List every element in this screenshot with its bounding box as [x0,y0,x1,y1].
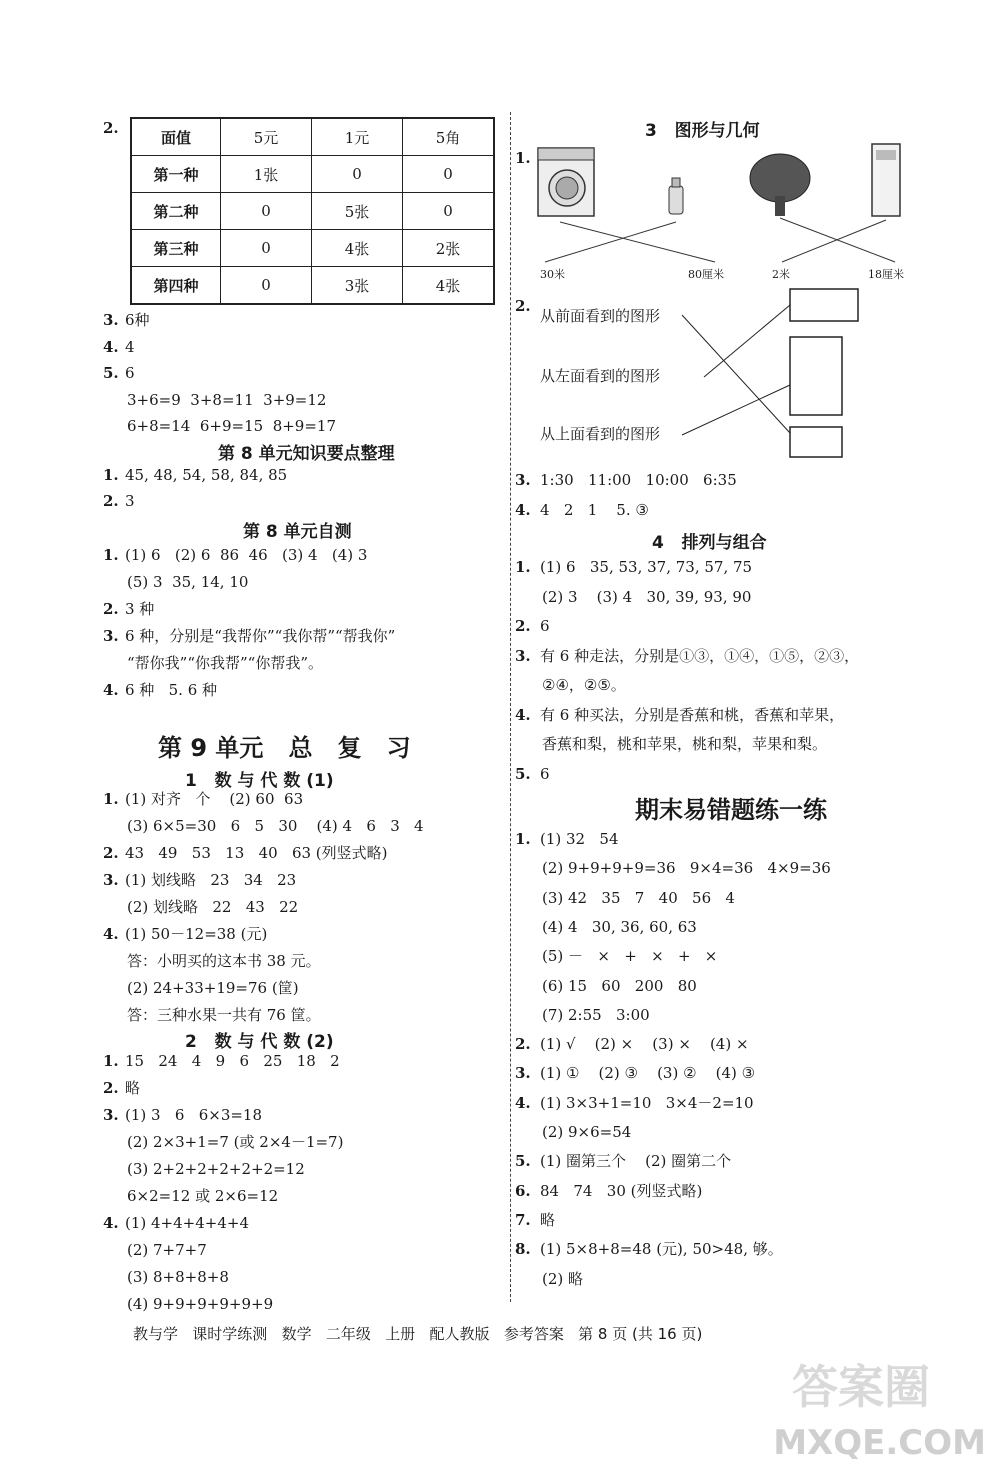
answer-number: 3. [103,871,119,889]
answer-number: 3. [103,1106,119,1124]
answer-text: (2) 9+9+9+9=36 9×4=36 4×9=36 [542,859,831,878]
currency-table [130,117,495,305]
answer-text: (5) － × + × + × [542,947,718,966]
size-label: 2米 [772,268,790,281]
view-left-label: 从左面看到的图形 [540,367,661,385]
table-cell: 面值 [131,118,221,156]
answer-text: “帮你我”“你我帮”“你帮我”。 [127,654,324,672]
table-cell: 0 [312,156,403,193]
answer-text: 3 [125,492,135,510]
match-line [560,222,715,262]
answer-number: 4. [103,337,119,356]
heading-permutation: 4 排列与组合 [652,533,767,553]
size-label: 18厘米 [868,268,904,281]
matching-figure [520,140,920,285]
view-shape [790,427,842,457]
answer-text: 略 [540,1210,556,1229]
table-cell: 0 [221,267,312,305]
watermark-logo: 答案圈 [792,1360,930,1414]
answer-text: 6 [540,764,550,783]
answer-text: 1:30 11:00 10:00 6:35 [540,471,737,489]
answer-number: 4. [103,925,119,943]
r-q1-number: 1. [515,149,531,167]
answer-number: 1. [515,558,531,576]
answer-text: 6 [125,364,135,382]
table-cell: 第一种 [131,156,221,193]
column-divider [510,112,511,1302]
heading-final-practice: 期末易错题练一练 [635,796,827,824]
answer-number: 1. [103,1052,119,1070]
table-row [131,267,494,305]
heading-unit9-part2: 2 数 与 代 数 (2) [185,1032,334,1052]
answer-text: 答：三种水果一共有 76 筐。 [127,1006,321,1024]
answer-number: 4. [103,681,119,699]
answer-number: 2. [515,1035,531,1054]
table-cell: 0 [403,193,495,230]
match-line [682,385,790,435]
answer-number: 4. [515,1093,531,1112]
answer-text: (2) 划线略 22 43 22 [127,898,299,916]
answer-text: (2) 略 [542,1269,584,1288]
answer-number: 4. [103,1214,119,1232]
answer-text: (2) 9×6=54 [542,1123,632,1141]
answer-number: 3. [515,646,531,665]
table-cell: 4张 [403,267,495,305]
answer-number: 1. [515,830,531,848]
answer-text: (3) 2+2+2+2+2+2=12 [127,1160,305,1178]
heading-unit8-summary: 第 8 单元知识要点整理 [218,444,395,464]
views-figure [680,285,860,495]
answer-text: (1) 对齐 个 (2) 60 63 [125,790,304,808]
answer-number: 2. [515,617,531,635]
answer-text: 答：小明买的这本书 38 元。 [127,952,321,970]
answer-text: (2) 3 (3) 4 30, 39, 93, 90 [542,587,752,606]
answer-number: 3. [103,311,119,329]
air-conditioner-icon [872,144,900,216]
bottle-icon [669,178,683,214]
page-footer: 教与学 课时学练测 数学 二年级 上册 配人教版 参考答案 第 8 页 (共 16 页) [133,1325,703,1343]
match-line [545,222,676,262]
heading-unit9: 第 9 单元 总 复 习 [158,734,411,762]
answer-number: 3. [103,627,119,645]
answer-number: 5. [103,364,119,382]
view-shape [790,289,858,321]
answer-text: 6×2=12 或 2×6=12 [127,1187,279,1205]
table-cell: 3张 [312,267,403,305]
answer-text: ②④，②⑤。 [542,676,626,694]
answer-text: (3) 42 35 7 40 56 4 [542,888,735,907]
answer-number: 5. [515,764,531,783]
answer-text: 有 6 种走法，分别是①③，①④，①⑤，②③， [540,646,860,665]
match-line [782,220,886,262]
table-cell: 第四种 [131,267,221,305]
table-cell: 第二种 [131,193,221,230]
r-q2-number: 2. [515,297,531,315]
answer-text: (5) 3 35, 14, 10 [127,573,249,591]
table-cell: 0 [221,230,312,267]
table-cell: 0 [221,193,312,230]
heading-unit8-test: 第 8 单元自测 [243,522,352,542]
table-cell: 2张 [403,230,495,267]
answer-number: 4. [515,705,531,724]
answer-text: 3 种 [125,600,155,618]
table-row [131,193,494,230]
answer-text: 84 74 30 (列竖式略) [540,1181,703,1200]
answer-text: (1) 50－12=38 (元) [125,925,268,943]
view-shape [790,337,842,415]
table-cell: 1元 [312,118,403,156]
table-cell: 第三种 [131,230,221,267]
answer-text: 香蕉和梨，桃和苹果，桃和梨，苹果和梨。 [542,735,828,753]
table-cell: 5角 [403,118,495,156]
table-cell: 5张 [312,193,403,230]
tree-icon [750,154,810,216]
answer-text: (1) √ (2) × (3) × (4) × [540,1035,749,1054]
washing-machine-icon [538,148,594,216]
answer-text: 6 种，分别是“我帮你”“我你帮”“帮我你” [125,627,396,645]
answer-text: 略 [125,1079,141,1097]
answer-number: 3. [515,471,531,489]
answer-text: (1) 划线略 23 34 23 [125,871,297,889]
answer-text: 45, 48, 54, 58, 84, 85 [125,466,288,484]
answer-text: (1) 3 6 6×3=18 [125,1106,263,1124]
answer-text: (1) 5×8+8=48 (元), 50>48, 够。 [540,1240,783,1259]
answer-number: 2. [103,844,119,862]
answer-text: 43 49 53 13 40 63 (列竖式略) [125,844,388,862]
q2-number: 2. [103,119,119,137]
answer-text: 有 6 种买法，分别是香蕉和桃，香蕉和苹果， [540,705,845,724]
answer-number: 5. [515,1152,531,1171]
table-cell: 5元 [221,118,312,156]
answer-number: 2. [103,1079,119,1097]
answer-number: 7. [515,1210,531,1229]
table-row [131,156,494,193]
answer-number: 6. [515,1181,531,1200]
answer-text: 15 24 4 9 6 25 18 2 [125,1052,340,1070]
answer-text: (4) 9+9+9+9+9+9 [127,1295,274,1313]
answer-text: 6 种 5. 6 种 [125,681,218,699]
view-front-label: 从前面看到的图形 [540,307,661,325]
answer-text: (3) 8+8+8+8 [127,1268,229,1286]
answer-text: 6 [540,617,550,635]
answer-text: 4 [125,337,135,356]
answer-text: (3) 6×5=30 6 5 30 (4) 4 6 3 4 [127,817,424,835]
answer-text: 6种 [125,311,150,329]
answer-text: (1) 圈第三个 (2) 圈第二个 [540,1152,732,1171]
view-top-label: 从上面看到的图形 [540,425,661,443]
answer-text: (1) 6 (2) 6 86 46 (3) 4 (4) 3 [125,546,368,564]
match-line [704,305,790,377]
answer-text: (1) 3×3+1=10 3×4－2=10 [540,1093,754,1112]
size-label: 30米 [540,268,565,281]
answer-number: 3. [515,1064,531,1083]
answer-number: 1. [103,546,119,564]
answer-number: 8. [515,1240,531,1259]
answer-text: (2) 2×3+1=7 (或 2×4－1=7) [127,1133,344,1151]
answer-text: (6) 15 60 200 80 [542,976,697,995]
size-label: 80厘米 [688,268,724,281]
heading-geometry: 3 图形与几何 [645,121,760,141]
answer-text: (1) 32 54 [540,830,619,848]
table-row [131,230,494,267]
answer-number: 4. [515,501,531,519]
answer-text: (1) 6 35, 53, 37, 73, 57, 75 [540,558,753,576]
answer-number: 1. [103,466,119,484]
table-cell: 1张 [221,156,312,193]
answer-number: 2. [103,492,119,510]
answer-text: (4) 4 30, 36, 60, 63 [542,917,697,936]
answer-text: 6+8=14 6+9=15 8+9=17 [127,417,337,435]
answer-text: 3+6=9 3+8=11 3+9=12 [127,390,327,409]
heading-unit9-part1: 1 数 与 代 数 (1) [185,771,334,791]
answer-number: 1. [103,790,119,808]
answer-text: (1) 4+4+4+4+4 [125,1214,250,1232]
answer-text: 4 2 1 5. ③ [540,501,649,519]
answer-text: (7) 2:55 3:00 [542,1005,650,1024]
watermark-url: MXQE.COM [773,1423,986,1463]
answer-text: (1) ① (2) ③ (3) ② (4) ③ [540,1064,756,1083]
table-cell: 4张 [312,230,403,267]
table-row [131,118,494,156]
table-cell: 0 [403,156,495,193]
answer-text: (2) 24+33+19=76 (筐) [127,979,299,997]
match-line [682,315,790,433]
answer-text: (2) 7+7+7 [127,1241,207,1259]
answer-number: 2. [103,600,119,618]
